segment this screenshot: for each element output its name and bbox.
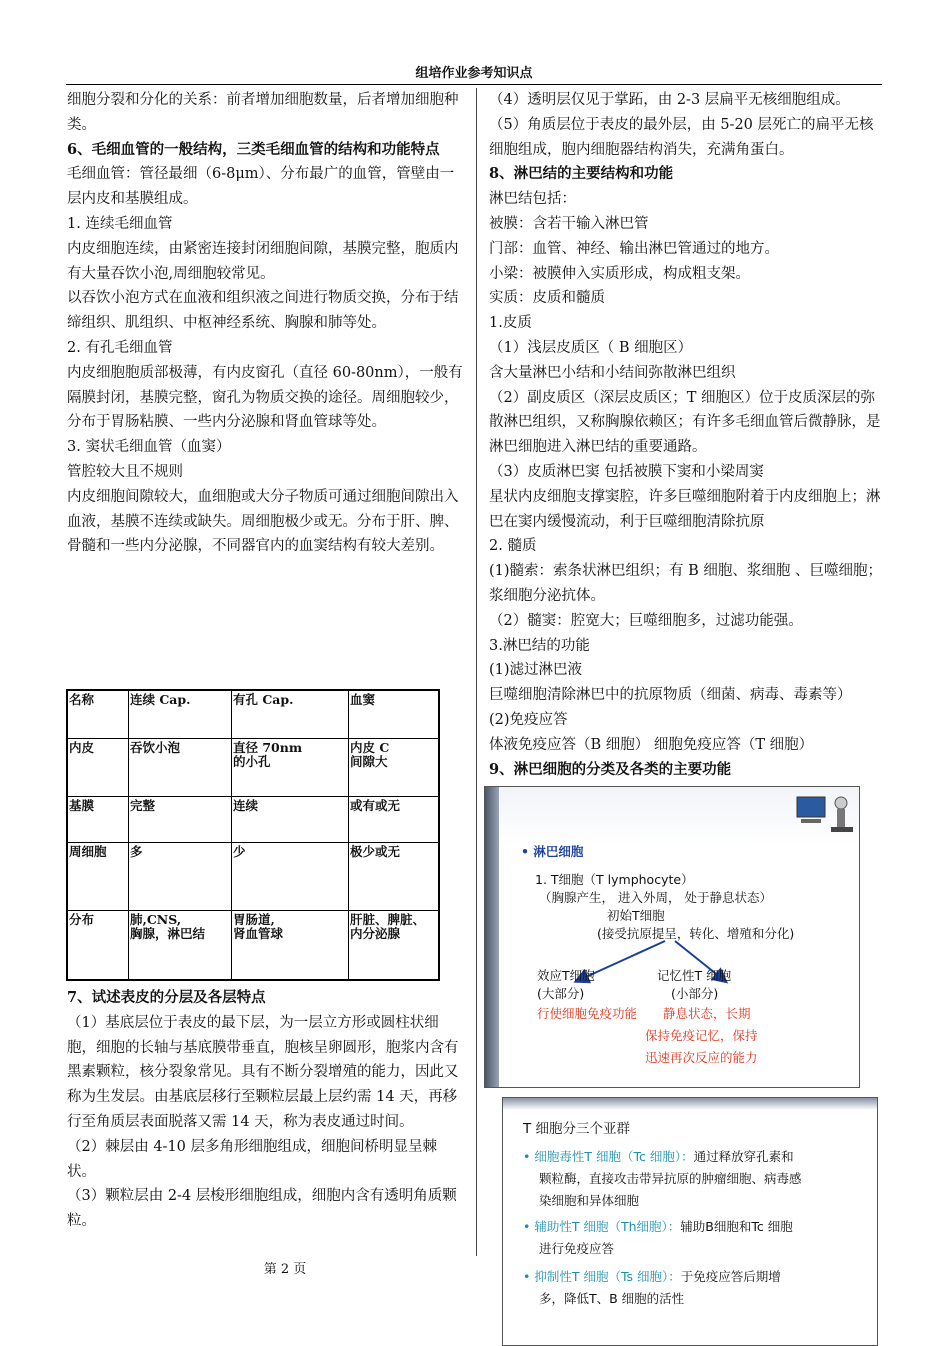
slide-line: (接受抗原提呈，转化、增殖和分化): [597, 926, 795, 941]
table-row: [67, 738, 439, 796]
paragraph: 3.淋巴结的功能: [489, 637, 590, 654]
table-cell: 周细胞: [67, 842, 129, 910]
table-header-cell: 血窦: [349, 690, 440, 738]
paragraph: 内皮细胞间隙较大，血细胞或大分子物质可通过细胞间隙出入血液，基膜不连续或缺失。周细胞极少或无。分布于肝、脾、骨髓和一些内分泌腺，不同器官内的血窦结构有较大差别。: [67, 488, 459, 555]
paragraph: 含大量淋巴小结和小结间弥散淋巴组织: [489, 364, 736, 381]
memory-t-function: 迅速再次反应的能力: [645, 1050, 758, 1065]
table-cell: 内皮: [67, 738, 129, 796]
section-heading: 9、淋巴细胞的分类及各类的主要功能: [489, 760, 732, 778]
th-cell-desc: 进行免疫应答: [539, 1241, 615, 1256]
paragraph: 毛细血管：管径最细（6-8μm）、分布最广的血管，管壁由一层内皮和基膜组成。: [67, 166, 455, 208]
paragraph: 细胞分裂和分化的关系：前者增加细胞数量，后者增加细胞种类。: [67, 92, 459, 133]
table-cell: 少: [232, 842, 349, 910]
paragraph: (1)髓索：索条状淋巴组织；有 B 细胞、浆细胞 、巨噬细胞；浆细胞分泌抗体。: [489, 563, 883, 604]
table-cell: 连续: [232, 796, 349, 842]
table-header-cell: 名称: [67, 690, 129, 738]
slide-edge-decoration: [503, 1098, 877, 1110]
paragraph: 2. 有孔毛细血管: [67, 339, 173, 356]
table-cell: 内皮 C 间隙大: [349, 738, 440, 796]
right-column: [489, 88, 883, 782]
paragraph: 星状内皮细胞支撑窦腔，许多巨噬细胞附着于内皮细胞上；淋巴在窦内缓慢流动，利于巨噬细胞清除抗原: [489, 488, 881, 530]
table-cell: 吞饮小泡: [129, 738, 232, 796]
slide-line: 初始T细胞: [607, 908, 665, 923]
table-header-row: [67, 690, 439, 738]
paragraph: （2）棘层由 4-10 层多角形细胞组成，细胞间桥明显呈棘状。: [67, 1138, 438, 1180]
memory-t-share: (小部分): [671, 986, 719, 1001]
t-cell-subgroups-slide-image: [502, 1097, 878, 1346]
th-cell-term: • 辅助性T 细胞（Th细胞）：: [523, 1219, 681, 1234]
microscope-icon: [795, 791, 855, 835]
capillary-comparison-table: [66, 689, 440, 981]
table-cell: 多: [129, 842, 232, 910]
th-cell-desc: 辅助B细胞和Tc 细胞: [680, 1219, 793, 1234]
paragraph: （3）皮质淋巴窦 包括被膜下窦和小梁周窦: [489, 463, 764, 480]
paragraph: 以吞饮小泡方式在血液和组织液之间进行物质交换，分布于结缔组织、肌组织、中枢神经系统、胸腺和肺等处。: [67, 290, 459, 332]
slide-line: （胸腺产生， 进入外周， 处于静息状态）: [539, 890, 772, 905]
paragraph: (1)滤过淋巴液: [489, 662, 583, 679]
section-heading: 8、淋巴结的主要结构和功能: [489, 165, 674, 183]
paragraph: 内皮细胞连续，由紧密连接封闭细胞间隙，基膜完整，胞质内有大量吞饮小泡,周细胞较常见。: [67, 240, 459, 282]
paragraph: 体液免疫应答（B 细胞） 细胞免疫应答（T 细胞）: [489, 736, 814, 753]
paragraph: 管腔较大且不规则: [67, 463, 183, 480]
effector-t-share: (大部分): [537, 986, 585, 1001]
slide-line: 1. T细胞（T lymphocyte）: [535, 872, 694, 887]
table-cell: 基膜: [67, 796, 129, 842]
paragraph: 被膜：含若干输入淋巴管: [489, 215, 649, 232]
paragraph: （2）副皮质区（深层皮质区；T 细胞区）位于皮质深层的弥散淋巴组织，又称胸腺依赖区；有许多毛细血管后微静脉，是淋巴细胞进入淋巴结的重要通路。: [489, 389, 881, 456]
table-cell: 或有或无: [349, 796, 440, 842]
memory-t-label: 记忆性T 细胞: [657, 968, 732, 983]
paragraph: 1. 连续毛细血管: [67, 215, 173, 232]
left-column-lower: [67, 986, 465, 1234]
section-heading: 6、毛细血管的一般结构，三类毛细血管的结构和功能特点: [67, 140, 440, 158]
table-cell: 肺,CNS, 胸腺，淋巴结: [129, 910, 232, 980]
paragraph: 小梁：被膜伸入实质形成，构成粗支架。: [489, 265, 750, 282]
tc-cell-desc: 颗粒酶，直接攻击带异抗原的肿瘤细胞、病毒感: [539, 1171, 802, 1186]
page-number: 第 2 页: [263, 1262, 307, 1277]
paragraph: 2. 髓质: [489, 538, 537, 555]
paragraph: 1.皮质: [489, 315, 532, 332]
table-header-cell: 有孔 Cap.: [232, 690, 349, 738]
paragraph: 巨噬细胞清除淋巴中的抗原物质（细菌、病毒、毒素等）: [489, 687, 852, 704]
paragraph: 3. 窦状毛细血管（血窦）: [67, 439, 231, 456]
paragraph: （4）透明层仅见于掌跖，由 2-3 层扁平无核细胞组成。: [489, 92, 850, 108]
table-cell: 完整: [129, 796, 232, 842]
paragraph: （1）浅层皮质区（ B 细胞区）: [489, 339, 693, 356]
paragraph: 门部：血管、神经、输出淋巴管通过的地方。: [489, 240, 779, 257]
left-column: [67, 88, 465, 559]
memory-t-function: 静息状态，长期: [663, 1006, 751, 1021]
paragraph: （3）颗粒层由 2-4 层梭形细胞组成，细胞内含有透明角质颗粒。: [67, 1188, 457, 1230]
table-cell: 直径 70nm 的小孔: [232, 738, 349, 796]
table-cell: 分布: [67, 910, 129, 980]
paragraph: （2）髓窦：腔宽大；巨噬细胞多，过滤功能强。: [489, 612, 803, 629]
table-cell: 极少或无: [349, 842, 440, 910]
ts-cell-term: • 抑制性T 细胞（Ts 细胞）：: [523, 1269, 681, 1284]
memory-t-function: 保持免疫记忆，保持: [645, 1028, 758, 1043]
paragraph: 实质：皮质和髓质: [489, 290, 605, 307]
paragraph: （1）基底层位于表皮的最下层，为一层立方形或圆柱状细胞，细胞的长轴与基底膜带垂直，胞核呈卵圆形，胞浆内含有黑素颗粒，核分裂象常见。具有不断分裂增殖的能力，因此又称为生发层。由基底层移行至颗粒层最上层约需 14 天，再移行至角质层表面脱落又需 14 天，称为表皮通过时间。: [67, 1014, 459, 1130]
effector-t-label: 效应T细胞: [537, 968, 595, 983]
slide-bullet: • 淋巴细胞: [521, 844, 584, 859]
table-cell: 胃肠道, 肾血管球: [232, 910, 349, 980]
paragraph: (2)免疫应答: [489, 711, 568, 728]
table-header-cell: 连续 Cap.: [129, 690, 232, 738]
effector-t-function: 行使细胞免疫功能: [537, 1006, 638, 1021]
tc-cell-term: • 细胞毒性T 细胞（Tc 细胞）：: [523, 1149, 694, 1164]
tc-cell-desc: 染细胞和异体细胞: [539, 1193, 640, 1208]
slide-edge-decoration: [485, 787, 499, 1087]
tc-cell-desc: 通过释放穿孔素和: [693, 1149, 794, 1164]
paragraph: （5）角质层位于表皮的最外层，由 5-20 层死亡的扁平无核细胞组成，胞内细胞器结构消失，充满角蛋白。: [489, 116, 874, 158]
paragraph: 淋巴结包括：: [489, 191, 576, 208]
page-header: 组培作业参考知识点: [66, 64, 882, 85]
table-row: [67, 842, 439, 910]
table-cell: 肝脏、脾脏、 内分泌腺: [349, 910, 440, 980]
ts-cell-desc: 于免疫应答后期增: [680, 1269, 781, 1284]
section-heading: 7、试述表皮的分层及各层特点: [67, 989, 266, 1006]
column-divider: [476, 88, 477, 1256]
table-row: [67, 910, 439, 980]
table-row: [67, 796, 439, 842]
slide-title: T 细胞分三个亚群: [523, 1121, 631, 1137]
ts-cell-desc: 多，降低T、B 细胞的活性: [539, 1291, 685, 1306]
lymphocyte-slide-image: [484, 786, 860, 1088]
paragraph: 内皮细胞胞质部极薄，有内皮窗孔（直径 60-80nm），一般有隔膜封闭，基膜完整，窗孔为物质交换的途径。周细胞较少，分布于胃肠粘膜、一些内分泌腺和肾血管球等处。: [67, 364, 463, 431]
